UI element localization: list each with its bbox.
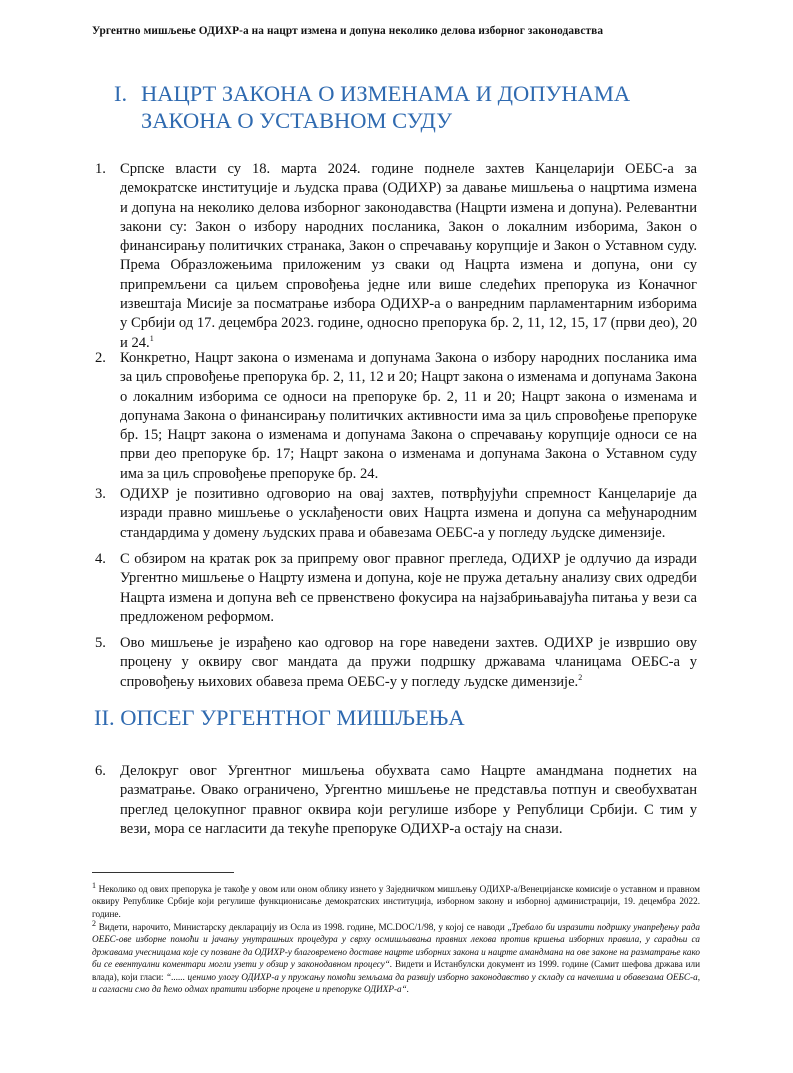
footnote-divider (92, 872, 234, 873)
paragraph-text: Српске власти су 18. марта 2024. године поднеле захтев Канцеларији ОЕБС-а за демократске институције и људска права (ОДИХР) за давање мишљења о нацртима измена и допуна на неколико делова изборног законодавства (Нацрти измена и допуна). Релевантни закони су: Закон о избору народних посланика, Закон о локалним изборима, Закон о финансирању политичких странака, Закон о спречавању корупције и Закон о Уставном суду. Према Образложењима приложеним уз сваки од Нацрта измена и допуна, они су припремљени са циљем спровођења једне или више следећих препорука из Коначног извештаја Мисије за посматрање избора ОДИХР-а о ванредним парламентарним изборима у Србији од 17. децембра 2023. године, односно препорука бр. 2, 11, 12, 15, 17 (први део), 20 и 24. (120, 161, 697, 351)
paragraph-text: ОДИХР је позитивно одговорио на овај захтев, потврђујући спремност Канцеларије да изради правно мишљење о усклађености ових Нацрта измена и допуна са међународним стандардима у домену људских права и обавезама ОЕБС-а у погледу људске димензије. (120, 486, 697, 541)
footnote-2-quote-istanbul: “...... ценимо улогу ОДИХР-а у пружању помоћи земљама да развију изборно законодавство у складу са начелима и обавезама ОЕБС-а, и сагласни смо да ћемо одмах пратити изборне процене и препоруке ОДИХР-а“. (92, 971, 701, 995)
paragraph-text: Делокруг овог Ургентног мишљења обухвата само Нацрте амандмана поднетих на разматрање. Овако ограничено, Ургентно мишљење не представља потпун и свеобухватан преглед целокупног правног оквира који регулише изборе у Републици Србији. С тим у вези, мора се нагласити да текуће препоруке ОДИХР-а остају на снази. (120, 763, 697, 837)
section-1-heading (114, 80, 734, 134)
section-2-title: ОПСЕГ УРГЕНТНОГ МИШЉЕЊА (120, 705, 465, 730)
paragraph-text: С обзиром на кратак рок за припрему овог правног прегледа, ОДИХР је одлучио да изради Ургентно мишљење о Нацрту измена и допуна, које не пружа детаљну анализу свих одредби Нацрта измена и допуна већ се првенствено фокусира на најзабрињавајућа питања у вези са предложеном реформом. (120, 551, 697, 625)
section-1-number: I. (114, 81, 128, 106)
footnote-2-mid: Видети и Истанбулски документ из 1999. године (Самит шефова држава или влада), који гласи: (92, 959, 700, 982)
footnote-1 (92, 880, 701, 920)
paragraph-5 (95, 634, 697, 692)
section-2-number: II. (94, 705, 115, 730)
footnote-ref-2[interactable]: 2 (578, 672, 583, 682)
section-1-title-line1: НАЦРТ ЗАКОНА О ИЗМЕНАМА И ДОПУНАМА (141, 81, 631, 106)
footnote-1-text: Неколико од ових препорука је такође у овом или оном облику изнето у Заједничком мишљењу ОДИХР-а/Венецијанске комисије о уставном и правном оквиру Републике Србије који регулише функционисање демократских институција, изборном закону и изборној администрацији, 19. децембра 2022. године. (92, 884, 701, 919)
footnote-2-quote-oslo: „Требало би изразити подршку унапређењу рада ОЕБС-ове изборне помоћи и јачању унутрашњих процедура у сврху осмишљавања правних лекова против кршења изборних правила, у сарадњи са државама учесницама које су позване да ОДИХР-у благовремено доставе нацрте изборних закона и нацрте амандмана на ове законе на разматрање како би се евентуални коментари могли узети у обзир у законодавном процесу“. (92, 922, 701, 970)
paragraph-2 (95, 349, 697, 484)
paragraph-3 (95, 485, 697, 543)
paragraph-1 (95, 160, 697, 353)
paragraph-number: 4. (95, 551, 106, 567)
footnote-2-mark: 2 (92, 918, 96, 928)
section-2-heading (94, 704, 714, 731)
paragraph-number: 5. (95, 635, 106, 651)
section-1-title-line2: ЗАКОНА О УСТАВНОМ СУДУ (141, 108, 453, 133)
paragraph-number: 3. (95, 486, 106, 502)
paragraph-6 (95, 762, 697, 839)
footnote-2-intro: Видети, нарочито, Министарску декларацију из Осла из 1998. године, MC.DOC/1/98, у којој се наводи (98, 922, 505, 932)
paragraph-number: 2. (95, 350, 106, 366)
paragraph-text: Ово мишљење је израђено као одговор на горе наведени захтев. ОДИХР је извршио ову процену у оквиру свог мандата да пружи подршку државама чланицама ОЕБС-а у спровођењу њихових обавеза према ОЕБС-у у погледу људске димензије. (120, 635, 697, 690)
footnote-2 (92, 918, 701, 995)
footnote-1-mark: 1 (92, 880, 96, 890)
paragraph-4 (95, 550, 697, 627)
paragraph-number: 6. (95, 763, 106, 779)
running-header: Ургентно мишљење ОДИХР-а на нацрт измена и допуна неколико делова изборног законодавства (92, 25, 604, 37)
paragraph-text: Конкретно, Нацрт закона о изменама и допунама Закона о избору народних посланика има за циљ спровођење препорука бр. 2, 11, 12 и 20; Нацрт закона о изменама и допунама Закона о локалним изборима се односи на препоруке бр. 2, 11 и 20; Нацрт закона о изменама и допунама Закона о финансирању политичких активности има за циљ спровођење препоруке бр. 15; Нацрт закона о изменама и допунама Закона о спречавању корупције односи се на први део препоруке бр. 17; Нацрт закона о изменама и допунама Закона о Уставном суду има за циљ спровођење препоруке бр. 24. (120, 350, 697, 482)
paragraph-number: 1. (95, 161, 106, 177)
footnote-ref-1[interactable]: 1 (149, 333, 154, 343)
